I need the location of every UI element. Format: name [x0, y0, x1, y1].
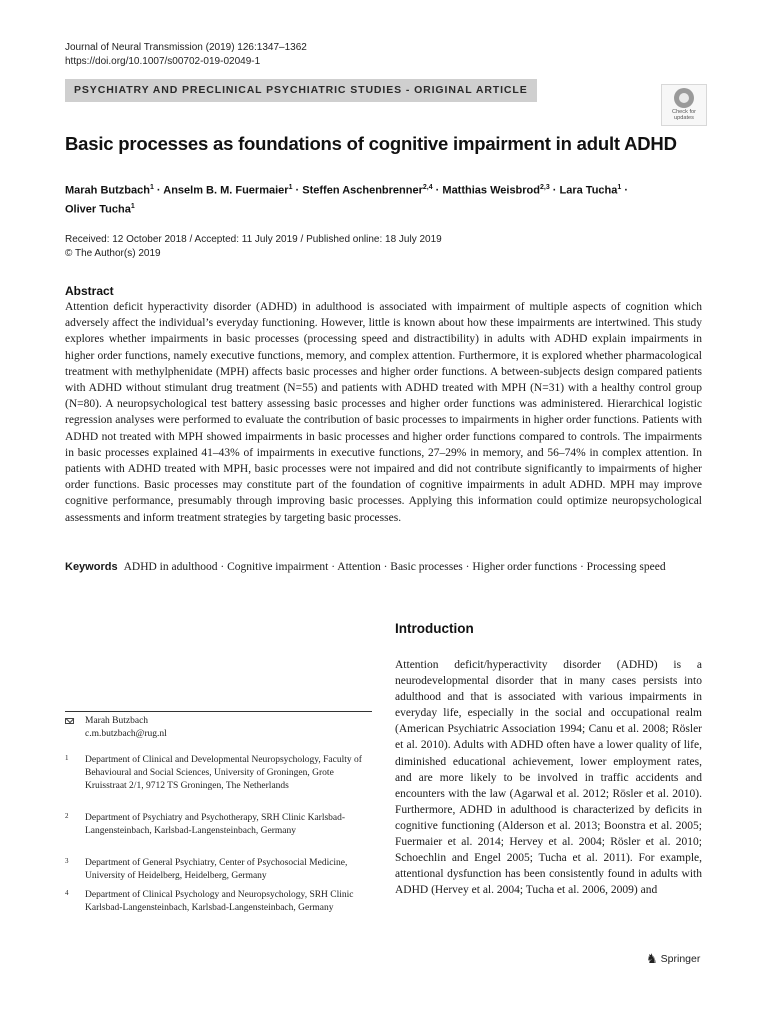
- abstract-text: Attention deficit hyperactivity disorder (ADHD) in adulthood is associated with impairment of multiple aspects of cognition which adversely affect the individual’s everyday functioning. However, little is known about how these impairments are intertwined. This study explores whether impairments in basic processes (processing speed and distractibility) in adults with ADHD explain impairments in higher order functions, namely executive functions, memory, and complex attention. Furthermore, it is explored whether pharmacological treatment with methylphenidate (MPH) affects basic processes and higher order functions. A between-subjects design compared patients with ADHD without stimulant drug treatment (N=55) and patients with ADHD treated with MPH (N=31) with a healthy control group (N=80). A neuropsychological test battery assessing basic processes and higher order functions was administered. Hierarchical logistic regression analyses were performed to evaluate the contribution of basic processes to impairments in higher order functions. Patients with ADHD not treated with MPH showed impairments in basic processes and higher order functions compared to controls. The impairments in basic processes explained 41–43% of impairments in executive functions, 27–29% in memory, and 56–74% in complex attention. In patients with ADHD treated with MPH, basic processes were not impaired and did not contribute significantly to impairments of higher order functions. Basic processes may constitute part of the foundation of cognitive impairments in adult ADHD. MPH may improve cognitive performance, presumably through improving basic processes. Applying this information could optimize neuropsychological assessments and inform treatment strategies by targeting basic processes.: [65, 301, 702, 524]
- affiliation-number: 2: [65, 812, 69, 820]
- author-separator: ·: [292, 184, 303, 197]
- author-affiliation-mark: 1: [149, 184, 154, 191]
- envelope-icon: [65, 718, 74, 724]
- affiliation-item: [65, 754, 372, 806]
- keywords-block: [65, 559, 702, 575]
- author-name[interactable]: Oliver Tucha: [65, 203, 131, 216]
- author-name[interactable]: Marah Butzbach: [65, 184, 150, 197]
- author-affiliation-mark: 2,4: [422, 184, 433, 191]
- affiliation-number: 1: [65, 754, 69, 762]
- springer-horse-icon: ♞: [646, 951, 658, 966]
- publication-dates: [65, 233, 442, 261]
- corresponding-author: [65, 715, 372, 743]
- introduction-text: Attention deficit/hyperactivity disorder (ADHD) is a neurodevelopmental disorder that in many cases persists into adulthood and that is associated with various impairments in everyday life, especially in the social and occupational realm (American Psychiatric Association 1994; Canu et al. 2008; Rösler et al. 2010). Adults with ADHD often have a lower quality of life, diminished educational achievement, lower employment rates, and are more likely to be involved in traffic accidents and encounters with the law (Agarwal et al. 2012; Rösler et al. 2010). Furthermore, ADHD in adulthood is characterized by deficits in cognitive functioning (Alderson et al. 2013; Boonstra et al. 2005; Fuermaier et al. 2014; Hervey et al. 2004; Rösler et al. 2010; Schoechlin and Engel 2005; Tucha et al. 2011). For example, attentional dysfunction has been consistently found in adults with ADHD (Hervey et al. 2004; Tucha et al. 2006, 2009) and: [395, 659, 702, 897]
- keywords-text: ADHD in adulthood · Cognitive impairment · Attention · Basic processes · Higher order functions · Processing speed: [123, 561, 666, 573]
- abstract-heading: Abstract: [65, 284, 114, 298]
- journal-citation: Journal of Neural Transmission (2019) 126:1347–1362: [65, 42, 307, 53]
- check-for-updates-line2: updates: [674, 115, 694, 122]
- publisher-name: Springer: [660, 953, 701, 965]
- publisher-logo: [646, 951, 700, 967]
- introduction-heading: Introduction: [395, 621, 474, 636]
- article-title: Basic processes as foundations of cognitive impairment in adult ADHD: [65, 133, 677, 154]
- affiliation-text: Department of General Psychiatry, Center of Psychosocial Medicine, University of Heidelberg, Heidelberg, Germany: [85, 858, 348, 881]
- author-name[interactable]: Steffen Aschenbrenner: [302, 184, 423, 197]
- check-for-updates-badge[interactable]: [661, 84, 707, 126]
- article-type-banner: PSYCHIATRY AND PRECLINICAL PSYCHIATRIC STUDIES - ORIGINAL ARTICLE: [65, 79, 537, 102]
- affiliation-text: Department of Clinical and Developmental Neuropsychology, Faculty of Behavioural and Social Sciences, University of Groningen, Grote Kruisstraat 2/1, 9712 TS Groningen, The Netherlands: [85, 755, 362, 791]
- author-name[interactable]: Lara Tucha: [559, 184, 618, 197]
- author-name[interactable]: Anselm B. M. Fuermaier: [163, 184, 289, 197]
- keywords-label: Keywords: [65, 561, 118, 573]
- author-affiliation-mark: 1: [130, 202, 135, 210]
- doi-link[interactable]: https://doi.org/10.1007/s00702-019-02049-1: [65, 56, 261, 67]
- author-affiliation-mark: 1: [288, 184, 293, 191]
- copyright-line: © The Author(s) 2019: [65, 248, 161, 259]
- affiliation-number: 4: [65, 889, 69, 897]
- history-dates: Received: 12 October 2018 / Accepted: 11 July 2019 / Published online: 18 July 2019: [65, 234, 442, 245]
- author-affiliation-mark: 2,3: [540, 184, 550, 191]
- author-list: [65, 180, 705, 217]
- footnote-divider: [65, 711, 372, 712]
- affiliation-text: Department of Psychiatry and Psychotherapy, SRH Clinic Karlsbad-Langensteinbach, Karlsbad-Langensteinbach, Germany: [85, 813, 346, 836]
- author-separator: ·: [621, 184, 629, 197]
- affiliation-item: [65, 857, 372, 883]
- check-for-updates-icon: [674, 88, 694, 108]
- author-separator: ·: [432, 184, 443, 197]
- check-for-updates-line1: Check for: [672, 109, 696, 115]
- author-name[interactable]: Matthias Weisbrod: [442, 184, 540, 197]
- contact-email[interactable]: c.m.butzbach@rug.nl: [85, 729, 167, 739]
- author-separator: ·: [153, 184, 164, 197]
- affiliation-item: [65, 889, 372, 929]
- author-affiliation-mark: 1: [617, 184, 622, 191]
- affiliation-number: 3: [65, 857, 69, 865]
- affiliation-item: [65, 812, 372, 852]
- affiliation-text: Department of Clinical Psychology and Neuropsychology, SRH Clinic Karlsbad-Langensteinbach, Karlsbad-Langensteinbach, Germany: [85, 890, 354, 913]
- contact-name: Marah Butzbach: [85, 716, 149, 726]
- author-separator: ·: [549, 184, 560, 197]
